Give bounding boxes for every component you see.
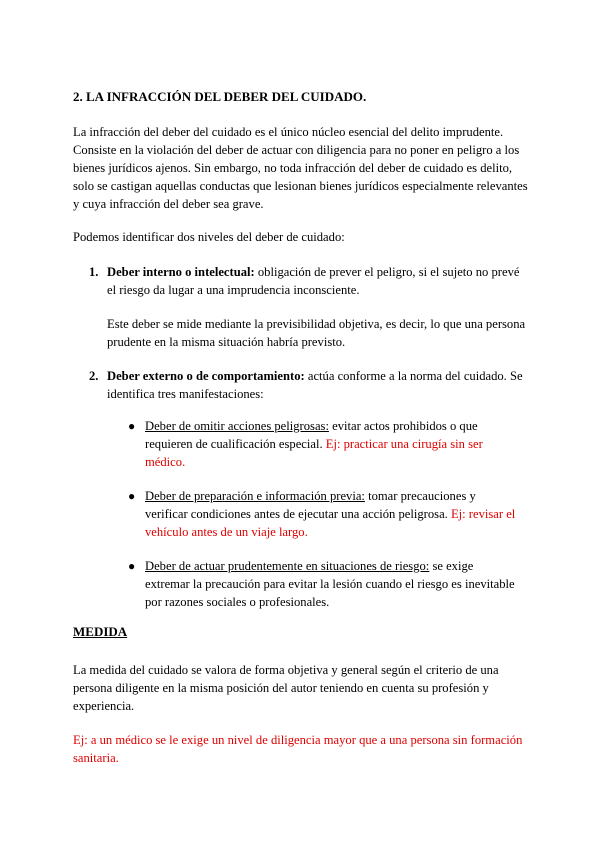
bullet-3-text: se exige extremar la precaución para evitar la lesión cuando el riesgo es inevitable por razones sociales o profesionales. xyxy=(145,559,515,609)
bullet-1-label: Deber de omitir acciones peligrosas: xyxy=(145,419,329,433)
item2-title: Deber externo o de comportamiento: xyxy=(107,369,305,383)
levels-intro: Podemos identificar dos niveles del deber de cuidado: xyxy=(73,230,345,244)
intro-paragraph: La infracción del deber del cuidado es el único núcleo esencial del delito imprudente. Consiste en la violación del deber de actuar con diligencia para no poner en peligro a los bienes jurídicos ajenos. Sin embargo, no toda infracción del deber de cuidado es delito, solo se castigan aquellas conductas que lesionan bienes jurídicos especialmente relevantes y cuya infracción del deber sea grave. xyxy=(73,125,528,211)
item1-text: obligación de prever el peligro, si el sujeto no prevé el riesgo da lugar a una imprudencia inconsciente. xyxy=(107,265,520,297)
bullet-1-example: Ej: practicar una cirugía sin ser médico. xyxy=(145,437,483,469)
bullet-item-1 xyxy=(145,417,520,471)
item1-number: 1. xyxy=(89,265,99,279)
bullet-icon: ● xyxy=(128,419,136,433)
item1-title: Deber interno o intelectual: xyxy=(107,265,255,279)
bullet-2-label: Deber de preparación e información previa: xyxy=(145,489,365,503)
bullet-item-3 xyxy=(145,557,520,611)
item2-number: 2. xyxy=(89,369,99,383)
section-title: 2. LA INFRACCIÓN DEL DEBER DEL CUIDADO. xyxy=(73,89,367,104)
bullet-3-label: Deber de actuar prudentemente en situaciones de riesgo: xyxy=(145,559,430,573)
bullet-icon: ● xyxy=(128,489,136,503)
item1-paragraph xyxy=(107,263,527,299)
item2-paragraph xyxy=(107,367,532,403)
medida-example: Ej: a un médico se le exige un nivel de diligencia mayor que a una persona sin formación sanitaria. xyxy=(73,733,523,765)
bullet-icon: ● xyxy=(128,559,136,573)
bullet-item-2 xyxy=(145,487,520,541)
medida-paragraph: La medida del cuidado se valora de forma objetiva y general según el criterio de una persona diligente en la misma posición del autor teniendo en cuenta su profesión y experiencia. xyxy=(73,663,499,713)
bullet-2-example: Ej: revisar el vehículo antes de un viaje largo. xyxy=(145,507,516,539)
item2-text: actúa conforme a la norma del cuidado. Se identifica tres manifestaciones: xyxy=(107,369,523,401)
bullet-2-text: tomar precauciones y verificar condiciones antes de ejecutar una acción peligrosa. xyxy=(145,489,476,521)
medida-title: MEDIDA xyxy=(73,624,128,639)
item1-extra: Este deber se mide mediante la previsibilidad objetiva, es decir, lo que una persona prudente en la misma situación habría previsto. xyxy=(107,317,526,349)
bullet-1-text: evitar actos prohibidos o que requieren de cualificación especial. xyxy=(145,419,478,451)
